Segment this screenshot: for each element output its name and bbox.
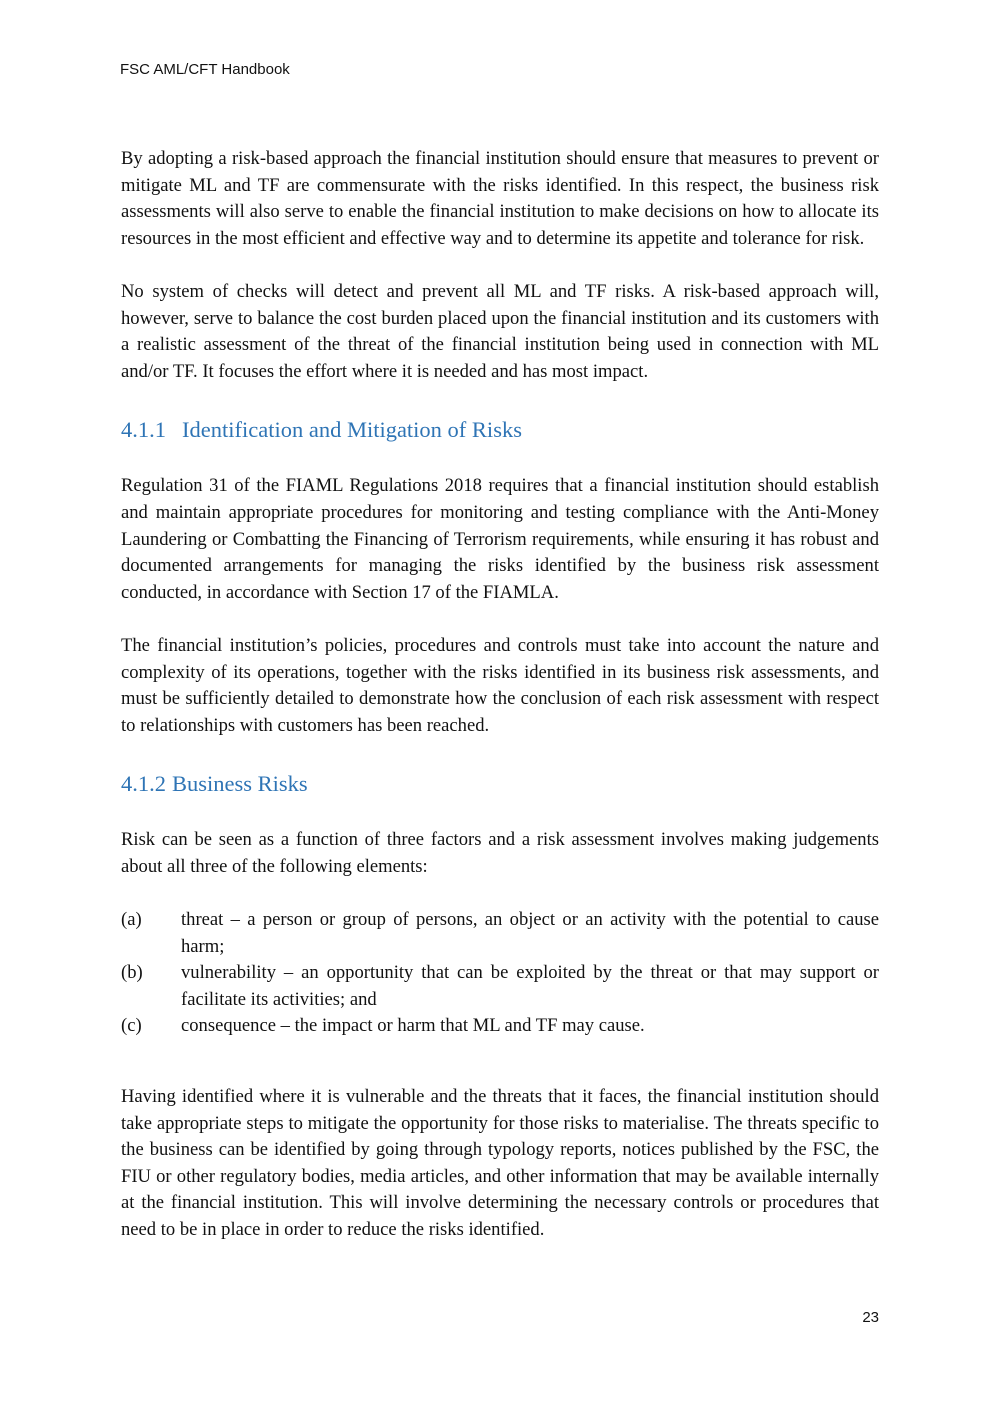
section-title: Business Risks (172, 771, 308, 797)
list-marker: (b) (121, 962, 143, 984)
section-title: Identification and Mitigation of Risks (182, 417, 522, 443)
section-4-1-1-paragraph-1: Regulation 31 of the FIAML Regulations 2018 requires that a financial institution should establish and maintain appropriate procedures for monitoring and testing compliance with the Anti-Money Laundering or Combatting the Financing of Terrorism requirements, while ensuring it has robust and documented arrangements for managing the risks identified by the business risk assessment conducted, in accordance with Section 17 of the FIAMLA. (121, 475, 879, 603)
section-heading-4-1-1 (121, 415, 879, 445)
list-item-text: vulnerability – an opportunity that can be exploited by the threat or that may support or facilitate its activities; and (181, 962, 879, 1010)
list-item (121, 907, 879, 960)
list-item (121, 960, 879, 1013)
risk-factor-list (121, 907, 879, 1040)
list-item-text: threat – a person or group of persons, an object or an activity with the potential to cause harm; (181, 909, 879, 957)
intro-paragraph-2: No system of checks will detect and prevent all ML and TF risks. A risk-based approach will, however, serve to balance the cost burden placed upon the financial institution and its customers with a realistic assessment of the threat of the financial institution being used in connection with ML and/or TF. It focuses the effort where it is needed and has most impact. (121, 280, 879, 382)
list-item (121, 1013, 879, 1040)
list-marker: (c) (121, 1015, 142, 1037)
section-4-1-2-closing: Having identified where it is vulnerable and the threats that it faces, the financial institution should take appropriate steps to mitigate the opportunity for those risks to materialise. The threats specific to the business can be identified by going through typology reports, notices published by the FSC, the FIU or other regulatory bodies, media articles, and other information that may be available internally at the financial institution. This will involve determining the necessary controls or procedures that need to be in place in order to reduce the risks identified. (121, 1086, 879, 1240)
page-number: 23 (862, 1309, 879, 1326)
section-heading-4-1-2 (121, 769, 879, 799)
section-number: 4.1.2 (121, 771, 166, 797)
page-content (121, 146, 879, 1244)
section-4-1-1-paragraph-2: The financial institution’s policies, procedures and controls must take into account the nature and complexity of its operations, together with the risks identified in its business risk assessments, and must be sufficiently detailed to demonstrate how the conclusion of each risk assessment with respect to relationships with customers has been reached. (121, 634, 879, 736)
list-item-text: consequence – the impact or harm that ML and TF may cause. (181, 1015, 645, 1037)
running-header: FSC AML/CFT Handbook (120, 61, 290, 78)
section-4-1-2-intro: Risk can be seen as a function of three factors and a risk assessment involves making judgements about all three of the following elements: (121, 829, 879, 877)
list-marker: (a) (121, 909, 142, 931)
intro-paragraph-1: By adopting a risk-based approach the financial institution should ensure that measures to prevent or mitigate ML and TF are commensurate with the risks identified. In this respect, the business risk assessments will also serve to enable the financial institution to make decisions on how to allocate its resources in the most efficient and effective way and to determine its appetite and tolerance for risk. (121, 148, 879, 249)
section-number: 4.1.1 (121, 417, 166, 443)
